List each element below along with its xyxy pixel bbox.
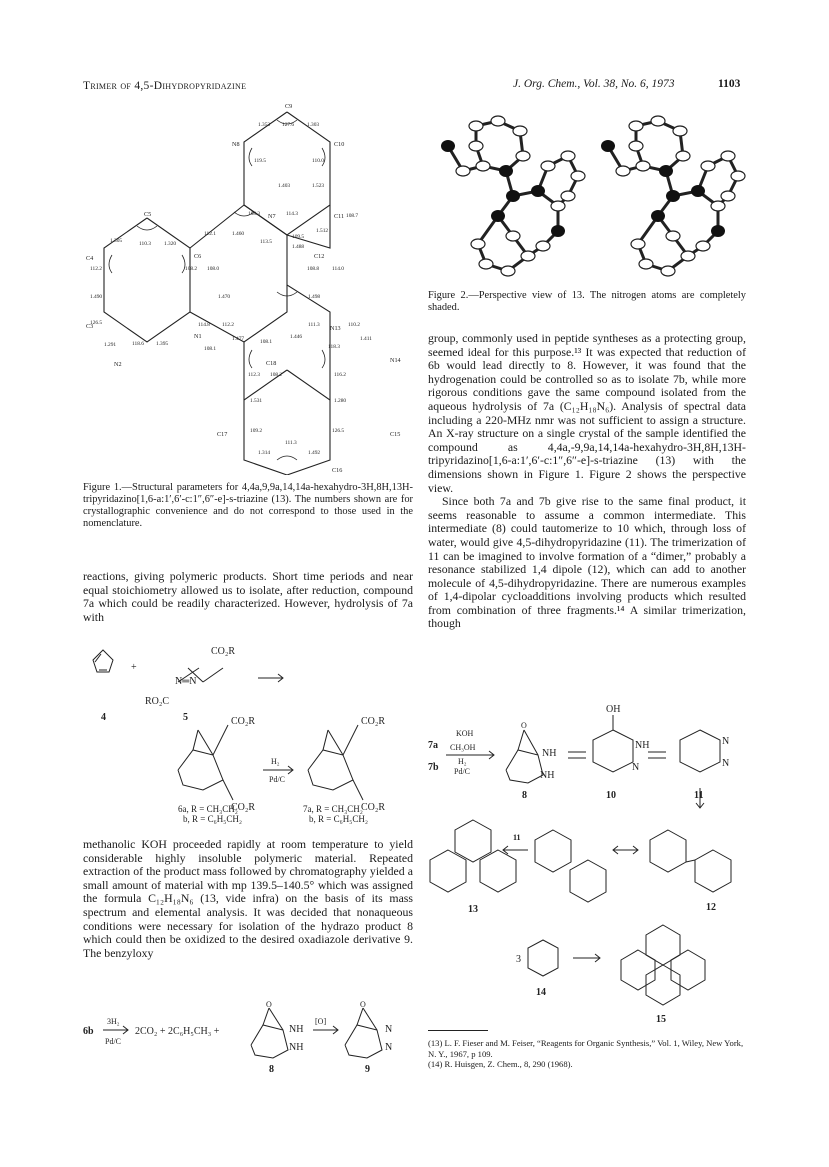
bond-value: 108.2 (185, 266, 198, 272)
footnote-13: (13) L. F. Fieser and M. Feiser, “Reagents for Organic Synthesis,” Vol. 1, Wiley, New York, N. Y., 1967, p 109. (428, 1038, 744, 1059)
scheme2-nh-bottom: NH (289, 1042, 304, 1053)
bond-value: 114.0 (332, 266, 344, 272)
right-column-text (428, 332, 746, 631)
bond-value: 113.5 (260, 239, 272, 245)
figure2-perspective-view (428, 96, 750, 286)
compound-label-7b: b, R = C₆H₅CH₂ (309, 814, 368, 824)
footnote-rule (428, 1030, 488, 1031)
bond-value: 1.353 (258, 122, 271, 128)
figure1-bonds (104, 112, 330, 475)
bond-value: 109.2 (250, 428, 263, 434)
bond-value: 118.3 (328, 344, 340, 350)
scheme1-co2r-7b: CO₂R (361, 802, 386, 813)
bond-value: 1.512 (316, 228, 329, 234)
bond-value: 112.1 (204, 231, 216, 237)
atom-label: C15 (390, 431, 401, 438)
scheme2-o-9: O (360, 1000, 366, 1009)
atom-label: N13 (330, 325, 341, 332)
scheme1-pdc: Pd/C (269, 775, 286, 784)
scheme3-ch3oh: CH₃OH (450, 743, 476, 752)
compound-label-13: 13 (468, 904, 478, 915)
bond-value: 114.8 (198, 322, 210, 328)
figure1-caption (83, 482, 413, 530)
bond-value: 1.446 (290, 334, 303, 340)
stereo-right (601, 116, 745, 276)
scheme3-oh: OH (606, 704, 621, 715)
bond-value: 111.3 (308, 322, 320, 328)
scheme3-koh: KOH (456, 729, 474, 738)
scheme3-structures (430, 715, 731, 1005)
compound-label-6: 6a, R = CH₃CH₂ (178, 804, 238, 814)
bond-value: 110.0 (312, 158, 324, 164)
bond-value: 1.395 (156, 341, 169, 347)
atom-label: N8 (232, 141, 240, 148)
stereo-left (441, 116, 585, 276)
figure1-atom-labels (86, 103, 401, 474)
bond-value: 1.303 (307, 122, 320, 128)
bond-value: 108.1 (260, 339, 273, 345)
compound-label-7b: 7b (428, 762, 439, 773)
atom-label: C12 (314, 253, 325, 260)
figure1-angle-arcs (109, 120, 325, 460)
bond-value: 108.1 (204, 346, 217, 352)
scheme3-reagent-11: 11 (513, 833, 521, 842)
scheme3-n-10: N (632, 762, 640, 773)
right-column-paragraph-2: Since both 7a and 7b give rise to the same final product, it seems reasonable to assume a common intermediate. This intermediate (8) could tautomerize to 10 which, through loss of water, would give 4,5-dihydropyridazine (11). The trimerization of 11 can be imagined to involve formation of a “dimer,” probably a resonance stabilized 1,4 dipole (12), which can add to another molecule of 4,5-dihydropyridazine. There are numerous examples of 1,4-dipolar cycloadditions involving products which resulted from combination of three fragments.¹⁴ A similar trimerization, though (428, 494, 746, 631)
figure1-caption-label: Figure 1. (83, 482, 122, 493)
figure2-caption (428, 290, 746, 314)
atom-label: C17 (217, 431, 228, 438)
scheme3-nh-10: NH (635, 740, 650, 751)
figure1-caption-text: —Structural parameters for 4,4a,9,9a,14,14a-hexahydro-3H,8H,13H-tripyridazino[1,6-a:1′,6′-c:1″,6″-e]-s-triazine (13). The numbers shown are for crystallographic convenience and do not correspond to those used in the nomenclature. (83, 482, 413, 529)
scheme2-o-8: O (266, 1000, 272, 1009)
scheme3-n-11-top: N (722, 736, 730, 747)
scheme1 (83, 640, 413, 825)
figure2-caption-text: —Perspective view of 13. The nitrogen atoms are completely shaded. (428, 290, 746, 313)
atom-label: C3 (86, 323, 94, 330)
scheme1-nn: N═N (175, 676, 197, 687)
bond-value: 1.488 (292, 244, 305, 250)
scheme3 (428, 700, 750, 1030)
compound-label-7a: 7a (428, 740, 438, 751)
scheme2 (83, 1000, 413, 1080)
atom-label: N7 (268, 213, 276, 220)
compound-label-14: 14 (536, 987, 546, 998)
scheme3-coefficient: 3 (516, 954, 521, 965)
bond-value: 1.291 (104, 342, 117, 348)
bond-value: 1.411 (360, 336, 372, 342)
right-column-paragraph-1: group, commonly used in peptide syntheses as a protecting group, seemed ideal for this purpose.¹³ It was expected that reduction of 6b would lead directly to 8. However, it was found that the hydrogenation could be controlled so as to isolate 7b, while more rigorous conditions gave the same compound isolated from the aqueous hydrolysis of 7a (C₁₂H₁₈N₆). Analysis of spectral data including a 220-MHz nmr was not sufficient to assign a structure. An X-ray structure on a single crystal of the sample identified the compound as 4,4a,-9,9a,14,14a-hexahydro-3H,8H,13H-tripyridazino[1,6-a:1′,6′-c:1″,6″-e]-s-triazine (13) with the dimensions shown in Figure 1. Figure 2 shows the perspective view. (428, 331, 746, 495)
bond-value: 108.2 (270, 372, 283, 378)
bond-value: 108.3 (248, 211, 261, 217)
bond-value: 114.3 (286, 211, 298, 217)
bond-value: 112.3 (248, 372, 260, 378)
scheme2-oxidant: [O] (315, 1017, 327, 1026)
scheme2-products: 2CO₂ + 2C₆H₅CH₃ + (135, 1026, 220, 1037)
bond-value: 108.0 (207, 266, 220, 272)
left-column-paragraph-1 (83, 570, 413, 624)
running-title: Trimer of 4,5-Dihydropyridazine (83, 80, 247, 92)
compound-label-10: 10 (606, 790, 616, 801)
bond-value: 108.7 (346, 213, 359, 219)
footnote-14: (14) R. Huisgen, Z. Chem., 8, 290 (1968). (428, 1059, 573, 1069)
scheme2-nh-top: NH (289, 1024, 304, 1035)
bond-value: 1.403 (278, 183, 291, 189)
compound-label-15: 15 (656, 1014, 666, 1025)
scheme1-co2r-top: CO₂R (211, 646, 236, 657)
bond-value: 1.314 (258, 450, 271, 456)
bond-value: 1.490 (90, 294, 103, 300)
bond-value: 126.5 (90, 320, 103, 326)
scheme2-h2: 3H₂ (107, 1017, 120, 1026)
scheme3-nh-8-top: NH (542, 748, 557, 759)
scheme3-o-8: O (521, 721, 527, 730)
atom-label: C10 (334, 141, 345, 148)
bond-value: 109.5 (292, 234, 305, 240)
paragraph-text: reactions, giving polymeric products. Short time periods and near equal stoichiometry allowed us to isolate, after reduction, compound 7a which could be readily characterized. However, hydrolysis of 7a with (83, 569, 413, 624)
atom-label: C5 (144, 211, 152, 218)
figure2-caption-label: Figure 2. (428, 290, 469, 301)
compound-label-4: 4 (101, 712, 106, 723)
bond-value: 1.523 (312, 183, 325, 189)
scheme2-n-top: N (385, 1024, 393, 1035)
bond-value: 127.6 (282, 122, 295, 128)
atom-label: C11 (334, 213, 345, 220)
atom-label: C16 (332, 467, 343, 474)
bond-value: 1.305 (110, 238, 123, 244)
bond-value: 116.2 (334, 372, 346, 378)
scheme2-pdc: Pd/C (105, 1037, 122, 1046)
compound-label-8: 8 (522, 790, 527, 801)
left-column-paragraph-2 (83, 838, 413, 960)
compound-label-8: 8 (269, 1064, 274, 1075)
paragraph-text: methanolic KOH proceeded rapidly at room temperature to yield considerable highly insoluble polymeric material. Repeated extraction of the product mass followed by chromatography yielded a small amount of material with mp 139.5–140.5° which was assigned the formula C₁₂H₁₈N₆ (13, vide infra) on the basis of its mass spectrum and elemental analysis. It was decided that nonaqueous conditions were necessary for isolation of the hydrazo product 8 which could then be oxidized to the desired oxadiazole derivative 9. The benzyloxy (83, 837, 413, 960)
compound-label-5: 5 (183, 712, 188, 723)
page-number: 1103 (718, 78, 741, 90)
scheme2-n-bottom: N (385, 1042, 393, 1053)
compound-label-6b: 6b (83, 1026, 94, 1037)
bond-value: 110.2 (348, 322, 360, 328)
scheme1-co2r-6a: CO₂R (231, 716, 256, 727)
scheme1-co2r-7a: CO₂R (361, 716, 386, 727)
bond-value: 1.492 (308, 450, 321, 456)
figure1-structure (82, 100, 417, 475)
compound-label-12: 12 (706, 902, 716, 913)
bond-value: 1.498 (308, 294, 321, 300)
bond-value: 1.477 (232, 336, 245, 342)
scheme1-co2r-6b: CO₂R (231, 802, 256, 813)
scheme3-h2: H₂ (458, 757, 467, 766)
bond-value: 1.531 (250, 398, 263, 404)
scheme1-plus: + (131, 662, 137, 673)
compound-label-11: 11 (694, 790, 704, 801)
footnotes (428, 1038, 746, 1070)
bond-value: 1.460 (232, 231, 245, 237)
compound-label-6b: b, R = C₆H₅CH₂ (183, 814, 242, 824)
bond-value: 118.6 (132, 341, 144, 347)
bond-value: 108.8 (307, 266, 320, 272)
atom-label: C18 (266, 360, 277, 367)
compound-label-7: 7a, R = CH₃CH₂ (303, 804, 363, 814)
atom-label: C6 (194, 253, 202, 260)
scheme1-h2: H₂ (271, 757, 280, 766)
scheme3-pdc: Pd/C (454, 767, 471, 776)
journal-citation: J. Org. Chem., Vol. 38, No. 6, 1973 (513, 78, 675, 90)
scheme3-n-11-bottom: N (722, 758, 730, 769)
bond-value: 1.470 (218, 294, 231, 300)
atom-label: C9 (285, 103, 293, 110)
bond-value: 1.280 (334, 398, 347, 404)
atom-label: N2 (114, 361, 122, 368)
atom-label: N1 (194, 333, 202, 340)
compound-label-9: 9 (365, 1064, 370, 1075)
atom-label: N14 (390, 357, 401, 364)
bond-value: 1.320 (164, 241, 177, 247)
atom-label: C4 (86, 255, 94, 262)
bond-value: 119.5 (254, 158, 266, 164)
bond-value: 112.2 (222, 322, 234, 328)
scheme1-ro2c: RO₂C (145, 696, 170, 707)
bond-value: 110.3 (139, 241, 151, 247)
bond-value: 112.2 (90, 266, 102, 272)
bond-value: 111.3 (285, 440, 297, 446)
scheme3-nh-8-bottom: NH (540, 770, 555, 781)
bond-value: 126.5 (332, 428, 345, 434)
